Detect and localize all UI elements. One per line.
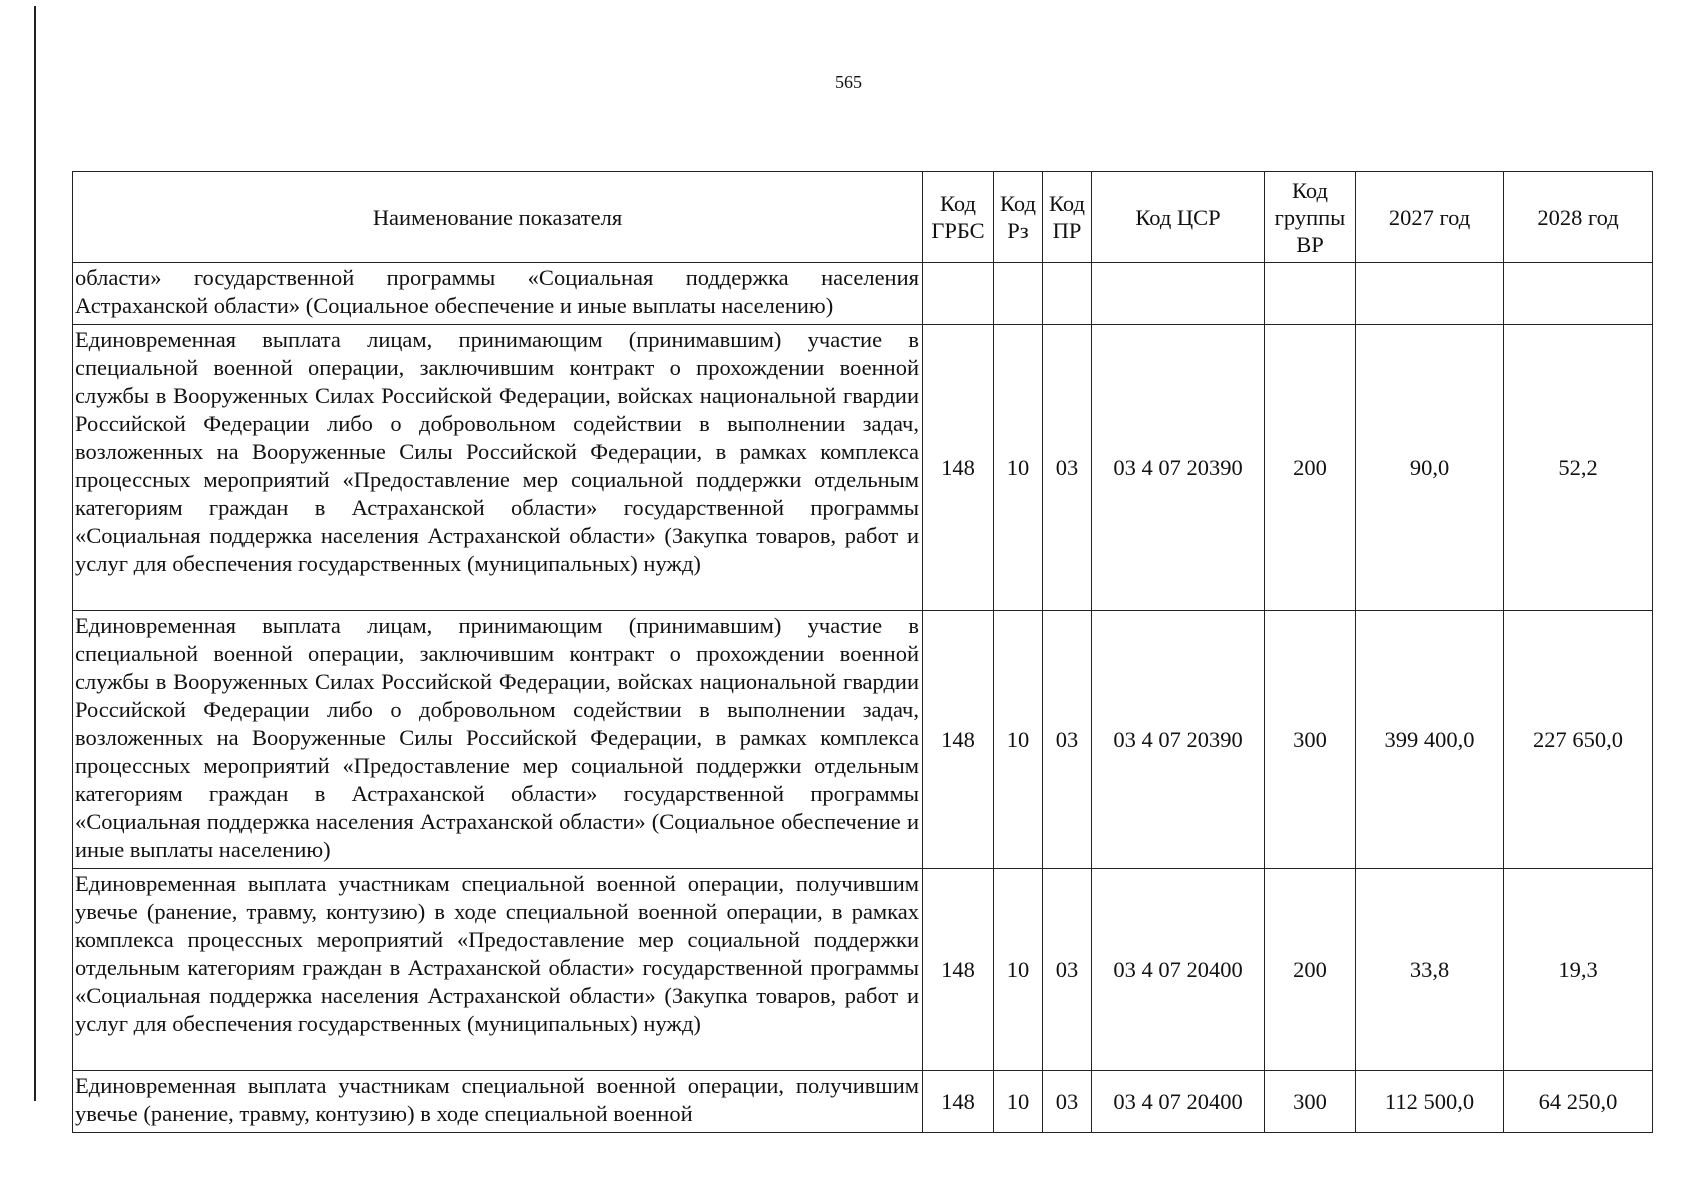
row-name-text: Единовременная выплата участникам специальной военной операции, получившим увечье (ранение, травму, контузию) в ходе специальной военной bbox=[75, 1073, 919, 1126]
row-pr: 03 bbox=[1043, 869, 1092, 1071]
row-2027 bbox=[1356, 263, 1504, 325]
row-2028: 52,2 bbox=[1504, 325, 1653, 611]
row-vr: 300 bbox=[1265, 1071, 1356, 1133]
row-vr: 300 bbox=[1265, 611, 1356, 869]
row-pr bbox=[1043, 263, 1092, 325]
header-grbs: Код ГРБС bbox=[923, 172, 994, 263]
row-rz: 10 bbox=[994, 611, 1043, 869]
row-pr: 03 bbox=[1043, 325, 1092, 611]
row-name bbox=[73, 611, 923, 869]
row-name-text: Единовременная выплата лицам, принимающим (принимавшим) участие в специальной военной операции, заключившим контракт о прохождении военной службы в Вооруженных Силах Российской Федерации, войсках национальной гвардии Российской Федерации либо о добровольном содействии в выполнении задач, возложенных на Вооруженные Силы Российской Федерации, в рамках комплекса процессных мероприятий «Предоставление мер социальной поддержки отдельным категориям граждан в Астраханской области» государственной программы «Социальная поддержка населения Астраханской области» (Социальное обеспечение и иные выплаты населению) bbox=[75, 613, 919, 862]
row-csr bbox=[1092, 263, 1265, 325]
table-row bbox=[73, 1071, 1653, 1133]
row-name bbox=[73, 1071, 923, 1133]
header-csr: Код ЦСР bbox=[1092, 172, 1265, 263]
row-2028 bbox=[1504, 263, 1653, 325]
row-vr bbox=[1265, 263, 1356, 325]
row-grbs: 148 bbox=[923, 1071, 994, 1133]
header-rz: Код Рз bbox=[994, 172, 1043, 263]
row-pr: 03 bbox=[1043, 1071, 1092, 1133]
row-rz: 10 bbox=[994, 325, 1043, 611]
row-grbs: 148 bbox=[923, 325, 994, 611]
table-header-row bbox=[73, 172, 1653, 263]
row-csr: 03 4 07 20390 bbox=[1092, 611, 1265, 869]
row-rz: 10 bbox=[994, 1071, 1043, 1133]
budget-table bbox=[72, 171, 1653, 1133]
header-2028: 2028 год bbox=[1504, 172, 1653, 263]
table-row bbox=[73, 869, 1653, 1071]
row-name-text: области» государственной программы «Социальная поддержка населения Астраханской области» (Социальное обеспечение и иные выплаты населению) bbox=[75, 265, 919, 318]
row-name bbox=[73, 325, 923, 611]
row-csr: 03 4 07 20390 bbox=[1092, 325, 1265, 611]
row-2028: 64 250,0 bbox=[1504, 1071, 1653, 1133]
row-grbs bbox=[923, 263, 994, 325]
row-vr: 200 bbox=[1265, 325, 1356, 611]
row-2027: 33,8 bbox=[1356, 869, 1504, 1071]
header-vr: Код группы ВР bbox=[1265, 172, 1356, 263]
row-vr: 200 bbox=[1265, 869, 1356, 1071]
row-name bbox=[73, 869, 923, 1071]
header-name: Наименование показателя bbox=[73, 172, 923, 263]
row-2028: 227 650,0 bbox=[1504, 611, 1653, 869]
row-pr: 03 bbox=[1043, 611, 1092, 869]
row-name bbox=[73, 263, 923, 325]
row-2027: 399 400,0 bbox=[1356, 611, 1504, 869]
table-row bbox=[73, 263, 1653, 325]
page-number: 565 bbox=[835, 72, 862, 92]
row-csr: 03 4 07 20400 bbox=[1092, 869, 1265, 1071]
row-name-text: Единовременная выплата участникам специальной военной операции, получившим увечье (ранение, травму, контузию) в ходе специальной военной операции, в рамках комплекса процессных мероприятий «Предоставление мер социальной поддержки отдельным категориям граждан в Астраханской области» государственной программы «Социальная поддержка населения Астраханской области» (Закупка товаров, работ и услуг для обеспечения государственных (муниципальных) нужд) bbox=[75, 871, 919, 1036]
row-csr: 03 4 07 20400 bbox=[1092, 1071, 1265, 1133]
row-grbs: 148 bbox=[923, 611, 994, 869]
row-name-text: Единовременная выплата лицам, принимающим (принимавшим) участие в специальной военной операции, заключившим контракт о прохождении военной службы в Вооруженных Силах Российской Федерации, войсках национальной гвардии Российской Федерации либо о добровольном содействии в выполнении задач, возложенных на Вооруженные Силы Российской Федерации, в рамках комплекса процессных мероприятий «Предоставление мер социальной поддержки отдельным категориям граждан в Астраханской области» государственной программы «Социальная поддержка населения Астраханской области» (Закупка товаров, работ и услуг для обеспечения государственных (муниципальных) нужд) bbox=[75, 327, 919, 576]
header-pr: Код ПР bbox=[1043, 172, 1092, 263]
row-2027: 90,0 bbox=[1356, 325, 1504, 611]
row-2027: 112 500,0 bbox=[1356, 1071, 1504, 1133]
row-rz bbox=[994, 263, 1043, 325]
left-margin-line bbox=[34, 6, 36, 1101]
table-row bbox=[73, 325, 1653, 611]
table-row bbox=[73, 611, 1653, 869]
row-rz: 10 bbox=[994, 869, 1043, 1071]
header-2027: 2027 год bbox=[1356, 172, 1504, 263]
row-2028: 19,3 bbox=[1504, 869, 1653, 1071]
row-grbs: 148 bbox=[923, 869, 994, 1071]
